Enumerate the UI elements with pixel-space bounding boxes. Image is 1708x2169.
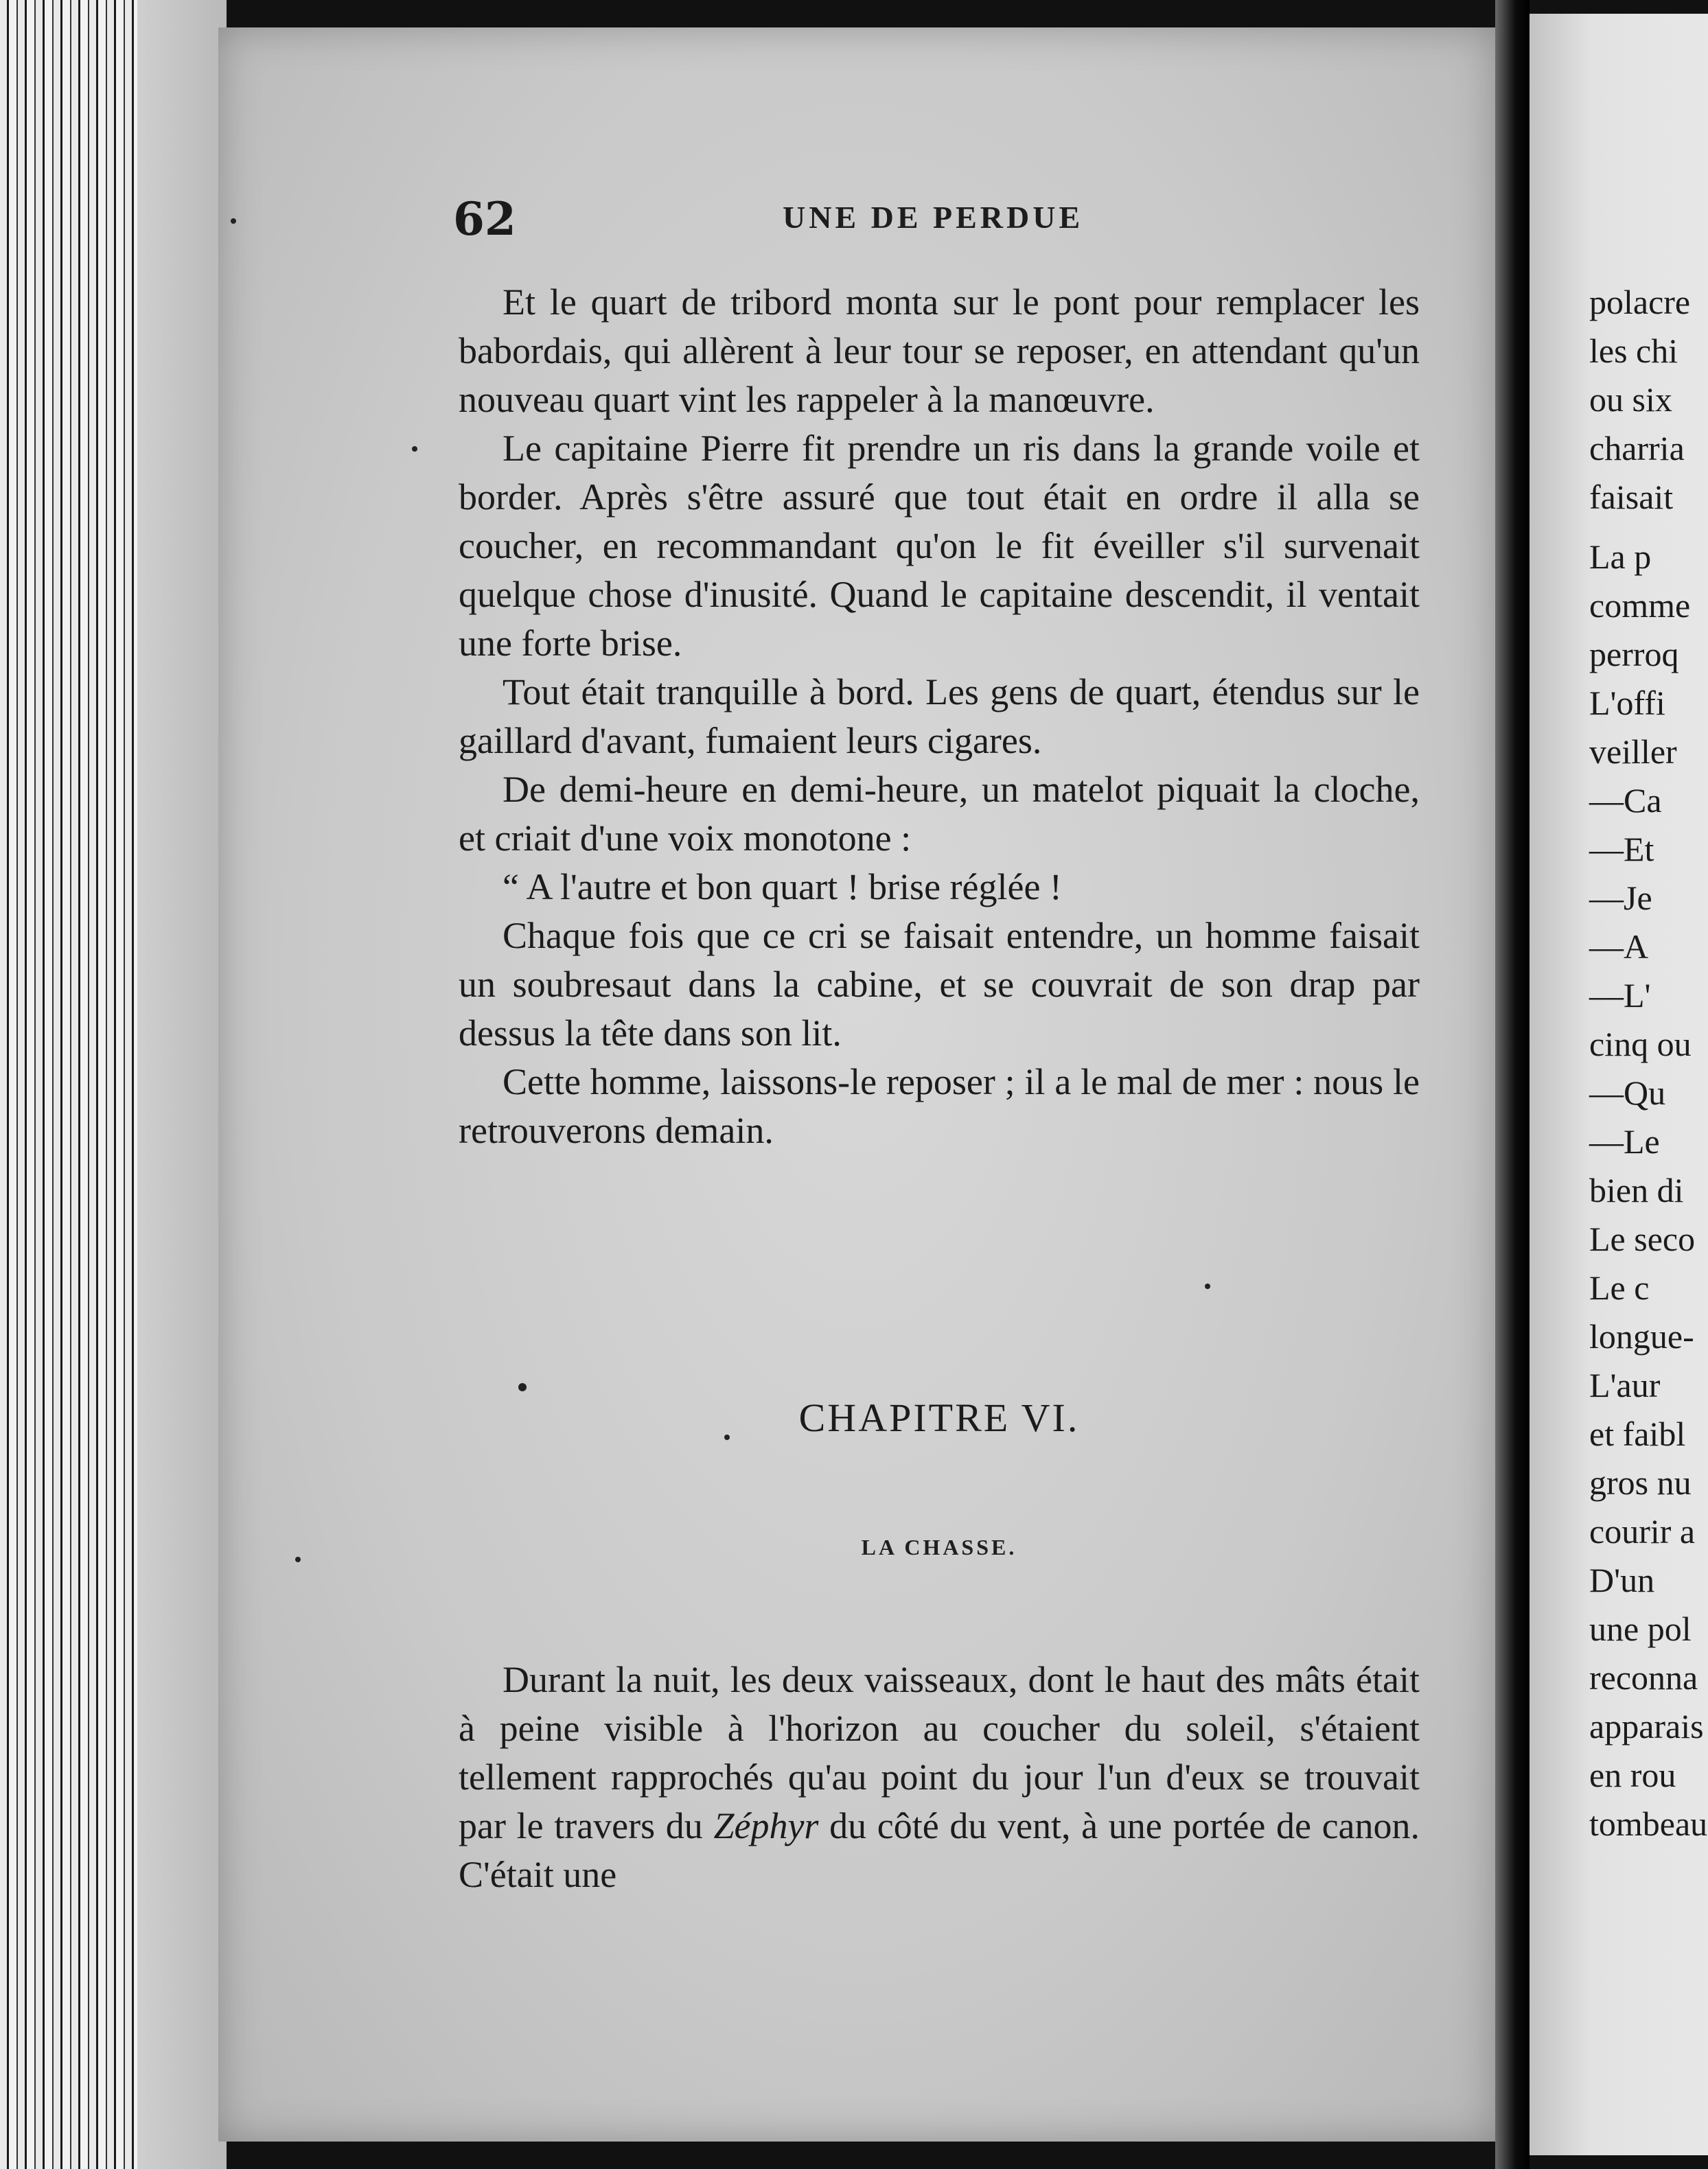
right-page-line: L'offi: [1589, 684, 1665, 722]
right-page-line: L'aur: [1589, 1366, 1661, 1404]
page-edges-shadow: [137, 0, 227, 2169]
ship-name: Zéphyr: [713, 1805, 819, 1846]
paragraph: “ A l'autre et bon quart ! brise réglée !: [503, 866, 1062, 907]
right-page-gap: [1589, 522, 1708, 533]
right-page-line: ou six: [1589, 380, 1672, 419]
right-page-line: tombeau: [1589, 1805, 1708, 1843]
chapter-subtitle: LA CHASSE.: [861, 1535, 1017, 1559]
right-page-line: —Je: [1589, 879, 1652, 917]
chapter-text-part: Durant la nuit, les deux vaisseaux, dont le haut des mâts était à peine visible à l'horizon au coucher du soleil, s'étaient tellement rapprochés qu'au point du jour l'un d'eux se trouvait par le travers du: [459, 1659, 1420, 1846]
right-page-line: faisait: [1589, 478, 1674, 516]
right-page-text: [1589, 278, 1708, 1848]
right-page-line: les chi: [1589, 332, 1678, 370]
right-page-line: —L': [1589, 976, 1651, 1014]
right-page-line: La p: [1589, 537, 1652, 576]
paragraph: Chaque fois que ce cri se faisait entendre, un homme faisait un soubresaut dans la cabine, et se couvrait de son drap par dessus la tête dans son lit.: [459, 915, 1420, 1054]
scan-speck: [1205, 1284, 1210, 1289]
book-gutter: [1495, 0, 1530, 2169]
scan-speck: [231, 218, 236, 224]
paragraph: Tout était tranquille à bord. Les gens de quart, étendus sur le gaillard d'avant, fumaient leurs cigares.: [459, 671, 1420, 761]
paragraph: Cette homme, laissons-le reposer ; il a le mal de mer : nous le retrouverons demain.: [459, 1061, 1420, 1151]
right-page-line: courir a: [1589, 1512, 1696, 1551]
paragraph: Le capitaine Pierre fit prendre un ris dans la grande voile et border. Après s'être assuré que tout était en ordre il alla se coucher, en recommandant qu'on le fit éveiller s'il survenait quelque chose d'inusité. Quand le capitaine descendit, il ventait une forte brise.: [459, 428, 1420, 664]
right-page-line: —Qu: [1589, 1074, 1666, 1112]
right-page-line: —Le: [1589, 1122, 1660, 1161]
chapter-title: CHAPITRE VI.: [798, 1395, 1080, 1440]
paragraph: Et le quart de tribord monta sur le pont pour remplacer les babordais, qui allèrent à leur tour se reposer, en attendant qu'un nouveau quart vint les rappeler à la manœuvre.: [459, 281, 1420, 420]
right-page-line: et faibl: [1589, 1415, 1686, 1453]
right-page-line: en rou: [1589, 1756, 1676, 1794]
paragraph: De demi-heure en demi-heure, un matelot piquait la cloche, et criait d'une voix monotone :: [459, 769, 1420, 859]
right-page-line: gros nu: [1589, 1463, 1692, 1502]
right-page-line: apparais: [1589, 1707, 1704, 1745]
chapter-text: [459, 1656, 1420, 1899]
running-title: UNE DE PERDUE: [783, 200, 1084, 235]
right-page-line: charria: [1589, 429, 1685, 467]
scan-speck: [518, 1383, 527, 1391]
right-page-line: longue-: [1589, 1317, 1694, 1356]
right-page-line: polacre: [1589, 283, 1691, 321]
right-page-line: une pol: [1589, 1610, 1692, 1648]
right-page-line: —Ca: [1589, 781, 1662, 820]
scan-speck: [295, 1557, 301, 1562]
right-page-line: D'un: [1589, 1561, 1655, 1599]
right-page-line: —Et: [1589, 830, 1654, 868]
right-page-line: Le seco: [1589, 1220, 1696, 1258]
body-text: [459, 278, 1420, 1155]
right-page-line: veiller: [1589, 732, 1677, 771]
right-page-line: perroq: [1589, 635, 1679, 673]
scan-speck: [412, 446, 417, 452]
right-page-line: reconna: [1589, 1658, 1698, 1697]
right-page-line: cinq ou: [1589, 1025, 1692, 1063]
scan-speck: [724, 1435, 730, 1440]
page-number: 62: [453, 192, 516, 246]
right-page-line: bien di: [1589, 1171, 1684, 1209]
right-page-line: comme: [1589, 586, 1691, 625]
chapter-text-part: du côté du vent, à une portée de canon. C'était une: [459, 1805, 1420, 1895]
running-head: [453, 192, 1421, 247]
chapter-paragraph: [459, 1656, 1420, 1899]
right-page-line: —A: [1589, 927, 1649, 966]
right-page-line: Le c: [1589, 1268, 1650, 1307]
